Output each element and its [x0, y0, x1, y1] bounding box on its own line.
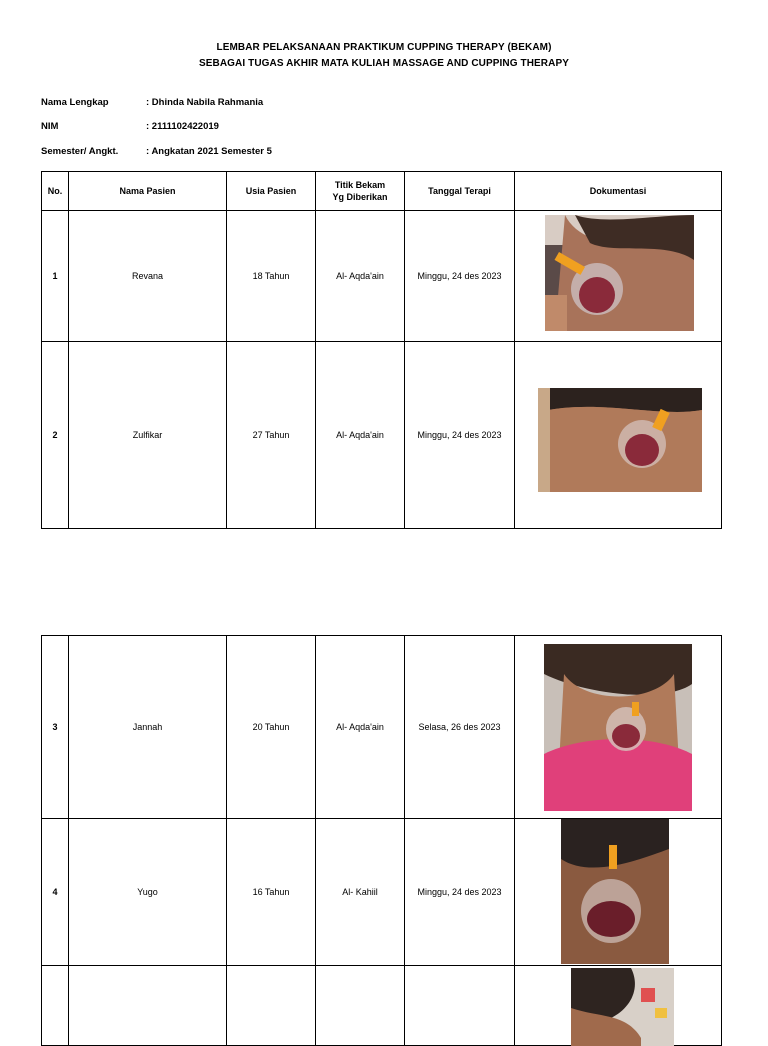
- row-no: 3: [42, 636, 69, 819]
- name-value: : Dhinda Nabila Rahmania: [146, 97, 264, 108]
- row-date: [405, 966, 515, 1046]
- row-name: Jannah: [69, 636, 227, 819]
- row-point: Al- Kahiil: [316, 819, 405, 966]
- table-row: [42, 211, 722, 342]
- row-no: 4: [42, 819, 69, 966]
- semester-label: Semester/ Angkt.: [41, 146, 119, 157]
- cupping-photo-3: [544, 644, 692, 811]
- cupping-photo-5: [571, 968, 674, 1046]
- header-point-line2: Yg Diberikan: [332, 192, 388, 202]
- row-date: Selasa, 26 des 2023: [405, 636, 515, 819]
- nim-label: NIM: [41, 121, 59, 132]
- row-name: Zulfikar: [69, 342, 227, 529]
- cupping-photo-2: [538, 388, 702, 492]
- table-row: [42, 819, 722, 966]
- header-doc: Dokumentasi: [515, 172, 722, 211]
- header-age: Usia Pasien: [227, 172, 316, 211]
- header-no: No.: [42, 172, 69, 211]
- row-age: 27 Tahun: [227, 342, 316, 529]
- name-label: Nama Lengkap: [41, 97, 109, 108]
- row-name: [69, 966, 227, 1046]
- row-doc: [515, 636, 722, 819]
- nim-value: : 2111102422019: [146, 121, 219, 132]
- row-name: Revana: [69, 211, 227, 342]
- row-no: [42, 966, 69, 1046]
- row-doc: [515, 819, 722, 966]
- document-title-line1: LEMBAR PELAKSANAAN PRAKTIKUM CUPPING THERAPY (BEKAM): [216, 42, 552, 53]
- row-age: [227, 966, 316, 1046]
- header-date: Tanggal Terapi: [405, 172, 515, 211]
- row-name: Yugo: [69, 819, 227, 966]
- document-title-line2: SEBAGAI TUGAS AKHIR MATA KULIAH MASSAGE AND CUPPING THERAPY: [199, 58, 569, 69]
- row-date: Minggu, 24 des 2023: [405, 819, 515, 966]
- row-point: Al- Aqda'ain: [316, 211, 405, 342]
- row-point: Al- Aqda'ain: [316, 636, 405, 819]
- row-age: 18 Tahun: [227, 211, 316, 342]
- cupping-photo-4: [561, 819, 669, 964]
- header-point: [316, 172, 405, 211]
- cupping-photo-1: [545, 215, 694, 331]
- therapy-table-1: [41, 171, 722, 529]
- row-point: [316, 966, 405, 1046]
- row-doc: [515, 211, 722, 342]
- table-row: [42, 966, 722, 1046]
- therapy-table-2: [41, 635, 722, 1046]
- table-row: [42, 342, 722, 529]
- row-age: 16 Tahun: [227, 819, 316, 966]
- row-no: 2: [42, 342, 69, 529]
- row-point: Al- Aqda'ain: [316, 342, 405, 529]
- table-header-row: [42, 172, 722, 211]
- header-point-line1: Titik Bekam: [334, 180, 386, 190]
- table-row: [42, 636, 722, 819]
- row-age: 20 Tahun: [227, 636, 316, 819]
- row-no: 1: [42, 211, 69, 342]
- row-doc: [515, 966, 722, 1046]
- row-doc: [515, 342, 722, 529]
- header-name: Nama Pasien: [69, 172, 227, 211]
- row-date: Minggu, 24 des 2023: [405, 211, 515, 342]
- semester-value: : Angkatan 2021 Semester 5: [146, 146, 272, 157]
- row-date: Minggu, 24 des 2023: [405, 342, 515, 529]
